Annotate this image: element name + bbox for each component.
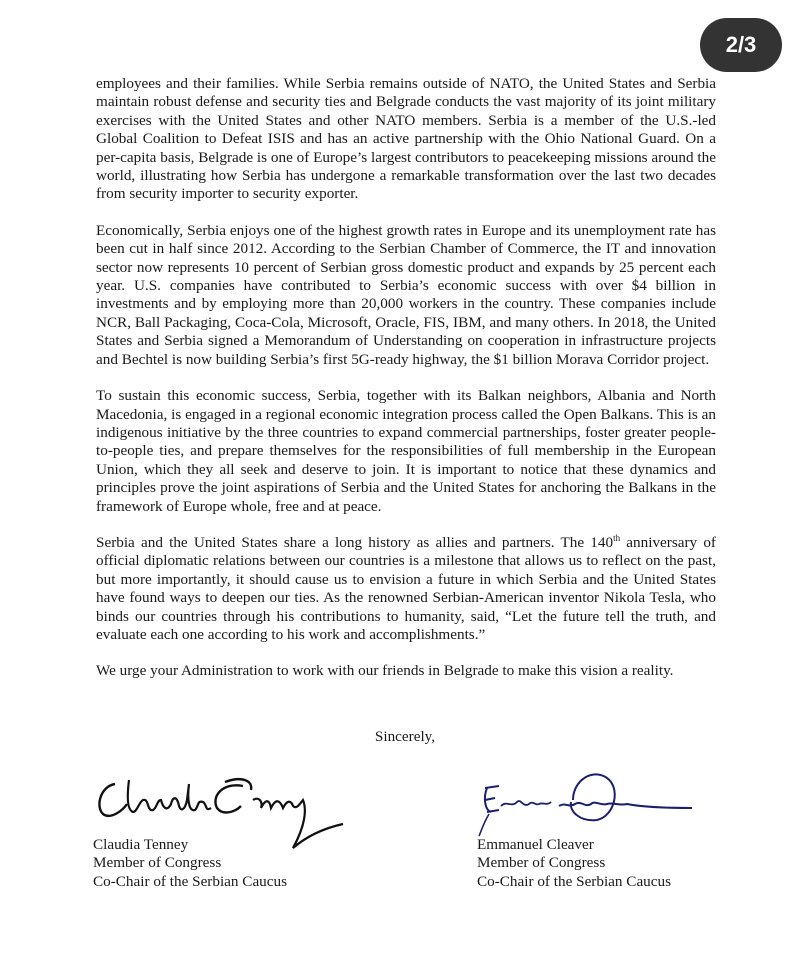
paragraph-urge: We urge your Administration to work with our friends in Belgrade to make this vision a reality. xyxy=(96,662,674,680)
letter-body xyxy=(96,75,716,699)
signature-tenney xyxy=(93,766,287,836)
signature-cleaver xyxy=(477,766,671,836)
history-text-start: Serbia and the United States share a long history as allies and partners. The 140 xyxy=(96,533,614,551)
ordinal-suffix: th xyxy=(613,532,621,543)
signer-title: Member of Congress xyxy=(477,854,606,872)
signer-role: Co-Chair of the Serbian Caucus xyxy=(93,872,288,890)
paragraph-economy: Economically, Serbia enjoys one of the highest growth rates in Europe and its unemployment rate has been cut in half since 2012. According to the Serbian Chamber of Commerce, the IT and innovation sector now represents 10 percent of Serbian gross domestic product and expands by 25 percent each year. U.S. companies have contributed to Serbia’s economic success with over $4 billion in investments and by employing more than 20,000 workers in the country. These companies include NCR, Ball Packaging, Coca-Cola, Microsoft, Oracle, FIS, IBM, and many others. In 2018, the United States and Serbia signed a Memorandum of Understanding on cooperation in infrastructure projects and Bechtel is now building Serbia’s first 5G-ready highway, the $1 billion Morava Corridor project. xyxy=(96,221,716,368)
paragraph-security: employees and their families. While Serbia remains outside of NATO, the United States and Serbia maintain robust defense and security ties and Belgrade conducts the vast majority of its joint military exercises with the United States and other NATO members. Serbia is a member of the U.S.-led Global Coalition to Defeat ISIS and has an active partnership with the Ohio National Guard. On a per-capita basis, Belgrade is one of Europe’s largest contributors to peacekeeping missions around the world, illustrating how Serbia has undergone a remarkable transformation over the last two decades from security importer to security exporter. xyxy=(96,75,716,203)
paragraph-history xyxy=(96,534,716,644)
signer-name: Emmanuel Cleaver xyxy=(477,836,594,853)
page-indicator-badge: 2/3 xyxy=(700,18,782,72)
closing-salutation: Sincerely, xyxy=(374,728,436,745)
signer-role: Co-Chair of the Serbian Caucus xyxy=(477,872,672,890)
signature-cleaver-icon xyxy=(477,766,717,856)
signer-title: Member of Congress xyxy=(93,854,222,872)
paragraph-open-balkans: To sustain this economic success, Serbia, together with its Balkan neighbors, Albania and North Macedonia, is engaged in a regional economic integration process called the Open Balkans. This is an indigenous initiative by the three countries to expand commercial partnerships, foster greater people-to-people ties, and prepare themselves for the responsibilities of full membership in the European Union, which they all seek and deserve to join. It is important to notice that these dynamics and principles prove the joint aspirations of Serbia and the United States for anchoring the Balkans in the framework of Europe whole, free and at peace. xyxy=(96,387,716,515)
signer-block-tenney xyxy=(93,766,287,891)
signer-name: Claudia Tenney xyxy=(93,836,189,853)
signature-tenney-icon xyxy=(93,766,353,856)
signer-block-cleaver xyxy=(477,766,671,891)
history-text-end: anniversary of official diplomatic relations between our countries is a milestone that allows us to reflect on the past, but more importantly, it should cause us to envision a future in which Serbia and the United States have found ways to deepen our ties. As the renowned Serbian-American inventor Nikola Tesla, who binds our countries through his contributions to humanity, said, “Let the future tell the truth, and evaluate each one according to his work and accomplishments.” xyxy=(96,533,716,643)
